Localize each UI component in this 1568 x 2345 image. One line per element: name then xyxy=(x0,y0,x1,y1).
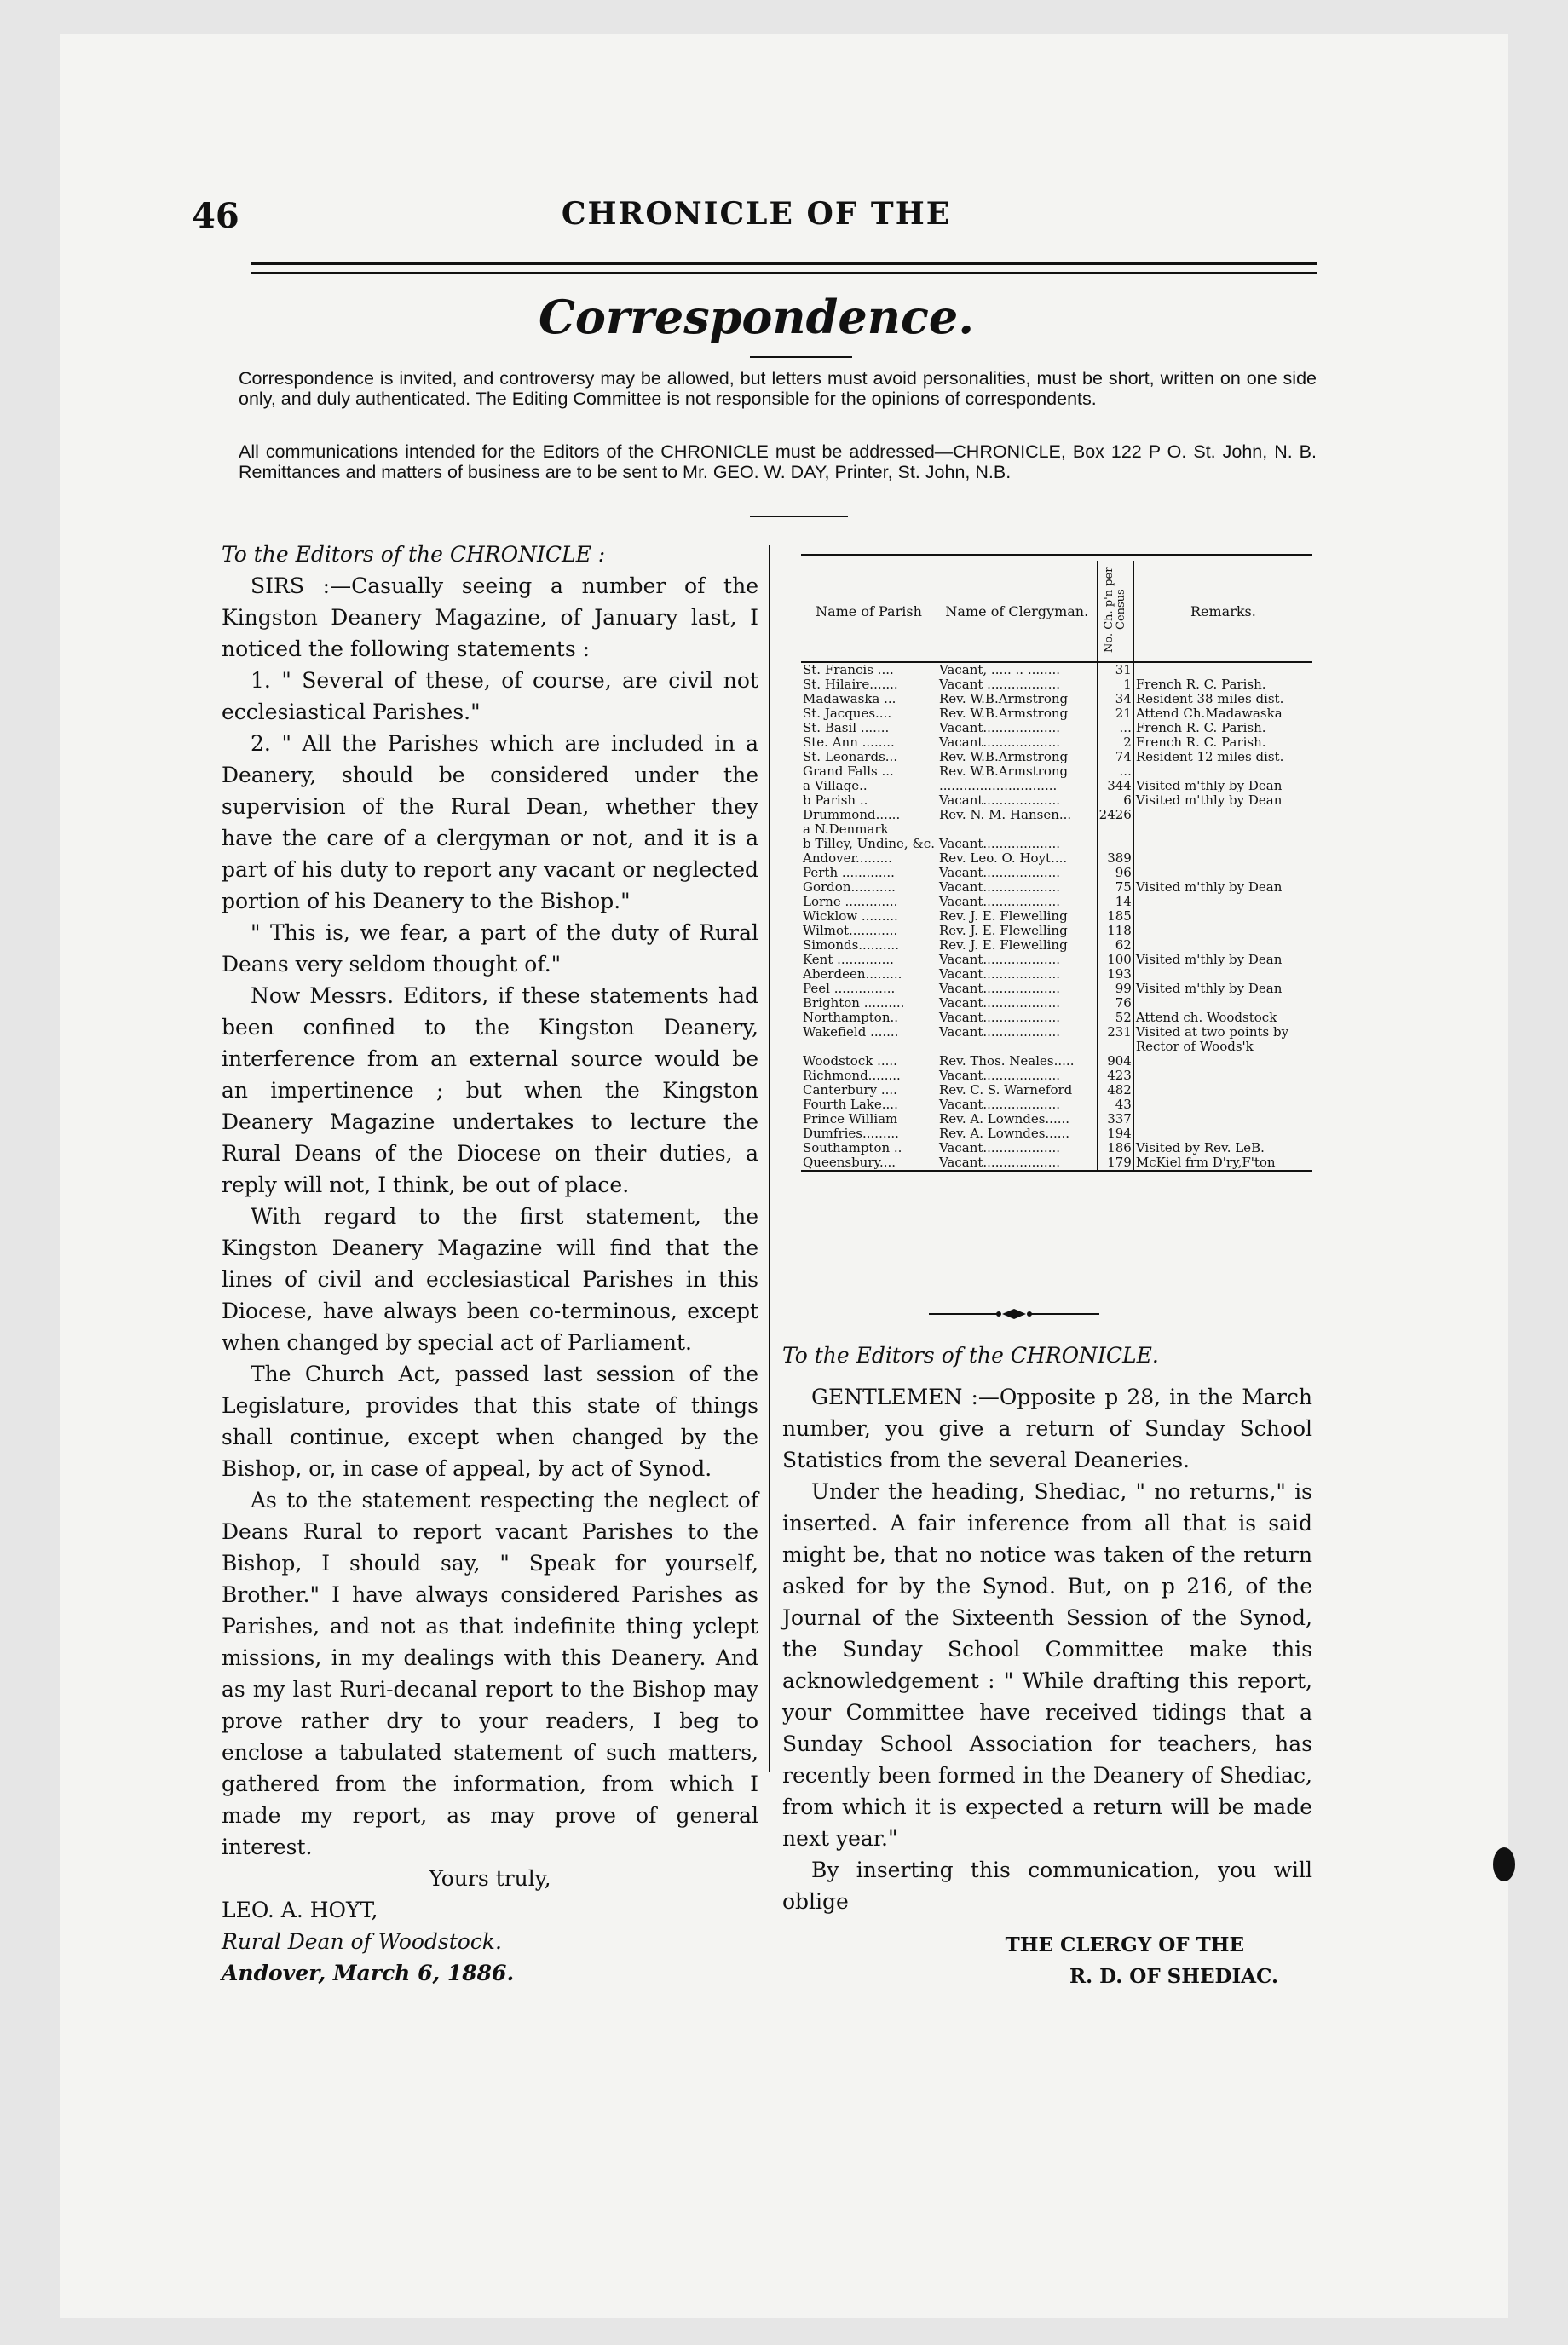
parish-table xyxy=(801,561,1312,1172)
remarks-cell xyxy=(1133,808,1312,822)
remarks-cell: Visited by Rev. LeB. xyxy=(1135,1140,1265,1155)
clergyman-cell: Vacant................... xyxy=(937,1141,1097,1155)
ink-blot xyxy=(1493,1847,1515,1881)
parish-cell: Drummond...... xyxy=(801,808,937,822)
parish-cell: Wicklow ......... xyxy=(801,909,937,924)
remarks-cell xyxy=(1133,822,1312,837)
census-cell: 100 xyxy=(1097,953,1133,967)
clergyman-cell: Vacant................... xyxy=(937,793,1097,808)
remarks-cell xyxy=(1133,1054,1312,1069)
remarks-cell: Attend ch. Woodstock xyxy=(1135,1010,1277,1025)
clergyman-cell: Rev. W.B.Armstrong xyxy=(937,706,1097,721)
table-row xyxy=(801,1098,1312,1112)
letter1-paragraph: Now Messrs. Editors, if these statements had been confined to the Kingston Deanery, interference from an external source would be an impertinence ; but when the Kingston Deanery Magazine undertakes to lecture the Rural Deans of the Diocese on their duties, a reply will not, I think, be out of place. xyxy=(222,983,758,1197)
notice-rule xyxy=(750,516,848,517)
parish-cell: Queensbury.... xyxy=(801,1155,937,1171)
notice-paragraph-2: All communications intended for the Editors of the CHRONICLE must be addressed—CHRONICLE, Box 122 P O. St. John, N. B. Remittances and matters of business are to be sent to Mr. GEO. W. DAY, Printer, St. John, N.B. xyxy=(239,441,1317,482)
table-top-rule xyxy=(801,554,1312,556)
parish-cell: Perth ............. xyxy=(801,866,937,880)
census-cell: 52 xyxy=(1097,1011,1133,1025)
table-row xyxy=(801,880,1312,895)
table-row xyxy=(801,721,1312,735)
clergyman-cell: Rev. Thos. Neales..... xyxy=(937,1054,1097,1069)
table-row xyxy=(801,808,1312,822)
letter2-paragraph: GENTLEMEN :—Opposite p 28, in the March number, you give a return of Sunday School Statistics from the several Deaneries. xyxy=(782,1385,1312,1472)
clergyman-cell: Vacant................... xyxy=(937,721,1097,735)
remarks-cell xyxy=(1133,895,1312,909)
remarks-cell xyxy=(1133,1126,1312,1141)
clergyman-cell: Vacant................... xyxy=(937,837,1097,851)
remarks-cell xyxy=(1133,924,1312,938)
census-cell: 43 xyxy=(1097,1098,1133,1112)
census-cell xyxy=(1097,822,1133,837)
clergyman-cell: Vacant................... xyxy=(937,953,1097,967)
parish-cell: Madawaska ... xyxy=(801,692,937,706)
clergyman-cell: Vacant, ..... .. ........ xyxy=(937,662,1097,677)
table-row xyxy=(801,793,1312,808)
remarks-cell xyxy=(1133,1112,1312,1126)
census-cell xyxy=(1097,837,1133,851)
remarks-cell: Visited m'thly by Dean xyxy=(1135,952,1283,967)
page-number: 46 xyxy=(192,196,239,236)
census-cell: 904 xyxy=(1097,1054,1133,1069)
census-cell: 1 xyxy=(1097,677,1133,692)
census-cell: 118 xyxy=(1097,924,1133,938)
census-cell: 31 xyxy=(1097,662,1133,677)
census-cell: 185 xyxy=(1097,909,1133,924)
table-row xyxy=(801,924,1312,938)
letter1-salutation: To the Editors of the CHRONICLE : xyxy=(222,542,606,567)
census-cell: 74 xyxy=(1097,750,1133,764)
census-cell: 186 xyxy=(1097,1141,1133,1155)
clergyman-cell: Vacant................... xyxy=(937,735,1097,750)
clergyman-cell: Rev. C. S. Warneford xyxy=(937,1083,1097,1098)
parish-cell: Prince William xyxy=(801,1112,937,1126)
letter1-signature-title: Rural Dean of Woodstock. xyxy=(222,1929,502,1954)
column-header-parish: Name of Parish xyxy=(801,561,937,662)
remarks-cell xyxy=(1133,866,1312,880)
remarks-cell xyxy=(1133,837,1312,851)
clergyman-cell: Vacant................... xyxy=(937,996,1097,1011)
clergyman-cell: Vacant................... xyxy=(937,1025,1097,1054)
census-cell: 99 xyxy=(1097,982,1133,996)
table-row xyxy=(801,909,1312,924)
running-title: CHRONICLE OF THE xyxy=(561,196,952,232)
table-row xyxy=(801,1112,1312,1126)
clergyman-cell: Vacant................... xyxy=(937,1069,1097,1083)
census-cell: 389 xyxy=(1097,851,1133,866)
letter-hoyt xyxy=(222,539,758,1989)
remarks-cell xyxy=(1133,764,1312,779)
census-cell: ... xyxy=(1097,721,1133,735)
parish-cell: Simonds.......... xyxy=(801,938,937,953)
clergyman-cell: Vacant................... xyxy=(937,982,1097,996)
table-row xyxy=(801,967,1312,982)
letter2-salutation: To the Editors of the CHRONICLE. xyxy=(782,1343,1159,1368)
table-row xyxy=(801,1141,1312,1155)
remarks-cell xyxy=(1133,851,1312,866)
table-row xyxy=(801,866,1312,880)
parish-cell: Kent .............. xyxy=(801,953,937,967)
remarks-cell: Visited m'thly by Dean xyxy=(1135,792,1283,808)
census-cell: 2 xyxy=(1097,735,1133,750)
parish-cell: Wilmot............ xyxy=(801,924,937,938)
remarks-cell xyxy=(1133,996,1312,1011)
clergyman-cell: Vacant................... xyxy=(937,1098,1097,1112)
census-cell: 62 xyxy=(1097,938,1133,953)
column-divider xyxy=(769,545,770,1772)
table-row xyxy=(801,692,1312,706)
remarks-cell: Visited m'thly by Dean xyxy=(1135,778,1283,793)
census-cell: 231 xyxy=(1097,1025,1133,1054)
remarks-cell: French R. C. Parish. xyxy=(1135,677,1266,692)
column-header-census-label: No. Ch. p'n per Census xyxy=(1102,567,1127,653)
remarks-cell xyxy=(1133,967,1312,982)
clergyman-cell: Vacant................... xyxy=(937,1011,1097,1025)
parish-cell: St. Leonards... xyxy=(801,750,937,764)
parish-cell: Ste. Ann ........ xyxy=(801,735,937,750)
clergyman-cell: Rev. J. E. Flewelling xyxy=(937,909,1097,924)
section-title: Correspondence. xyxy=(538,290,975,344)
table-body xyxy=(801,662,1312,1171)
parish-cell: Dumfries......... xyxy=(801,1126,937,1141)
letter1-signature: LEO. A. HOYT, xyxy=(222,1898,378,1922)
table-row xyxy=(801,662,1312,677)
census-cell: 194 xyxy=(1097,1126,1133,1141)
clergyman-cell: Vacant................... xyxy=(937,866,1097,880)
table-row xyxy=(801,996,1312,1011)
clergyman-cell: Vacant................... xyxy=(937,895,1097,909)
letter1-paragraph: SIRS :—Casually seeing a number of the Kingston Deanery Magazine, of January last, I noticed the following statements : xyxy=(222,573,758,661)
clergyman-cell: Rev. N. M. Hansen... xyxy=(937,808,1097,822)
clergyman-cell: ............................. xyxy=(937,779,1097,793)
clergyman-cell: Rev. Leo. O. Hoyt.... xyxy=(937,851,1097,866)
clergyman-cell: Rev. A. Lowndes...... xyxy=(937,1126,1097,1141)
header-double-rule xyxy=(251,262,1317,274)
letter1-paragraph: With regard to the first statement, the Kingston Deanery Magazine will find that the lines of civil and ecclesiastical Parishes in this Diocese, have always been co-terminous, except when changed by special act of Parliament. xyxy=(222,1204,758,1355)
remarks-cell xyxy=(1133,1069,1312,1083)
census-cell: 34 xyxy=(1097,692,1133,706)
table-row xyxy=(801,1155,1312,1171)
clergyman-cell: Vacant................... xyxy=(937,967,1097,982)
parish-cell: b Tilley, Undine, &c. xyxy=(801,837,937,851)
clergyman-cell: Rev. W.B.Armstrong xyxy=(937,764,1097,779)
table-row xyxy=(801,938,1312,953)
census-cell: ... xyxy=(1097,764,1133,779)
parish-cell: Wakefield ....... xyxy=(801,1025,937,1054)
census-cell: 21 xyxy=(1097,706,1133,721)
parish-cell: St. Francis .... xyxy=(801,662,937,677)
table-row xyxy=(801,1025,1312,1054)
clergyman-cell: Rev. A. Lowndes...... xyxy=(937,1112,1097,1126)
table-row xyxy=(801,1054,1312,1069)
census-cell: 423 xyxy=(1097,1069,1133,1083)
table-row xyxy=(801,779,1312,793)
parish-cell: Brighton .......... xyxy=(801,996,937,1011)
remarks-cell xyxy=(1133,662,1312,677)
parish-cell: St. Basil ....... xyxy=(801,721,937,735)
table-row xyxy=(801,822,1312,837)
parish-cell: Canterbury .... xyxy=(801,1083,937,1098)
table-header-row xyxy=(801,561,1312,662)
letter1-closing: Yours truly, xyxy=(429,1866,551,1891)
remarks-cell xyxy=(1133,1083,1312,1098)
remarks-cell: McKiel frm D'ry,F'ton xyxy=(1133,1155,1312,1171)
clergyman-cell xyxy=(937,822,1097,837)
table-row xyxy=(801,837,1312,851)
column-header-remarks: Remarks. xyxy=(1133,561,1312,662)
remarks-cell xyxy=(1133,909,1312,924)
section-ornament xyxy=(929,1305,1099,1322)
table-row xyxy=(801,982,1312,996)
remarks-cell: Visited m'thly by Dean xyxy=(1135,879,1283,895)
letter2-signature-line2: R. D. OF SHEDIAC. xyxy=(1069,1965,1278,1988)
remarks-cell: Resident 38 miles dist. xyxy=(1135,691,1284,706)
table-row xyxy=(801,895,1312,909)
census-cell: 344 xyxy=(1097,779,1133,793)
letter1-dateline: Andover, March 6, 1886. xyxy=(222,1961,515,1985)
table-row xyxy=(801,764,1312,779)
census-cell: 337 xyxy=(1097,1112,1133,1126)
page-header xyxy=(192,196,1321,247)
parish-cell: Richmond........ xyxy=(801,1069,937,1083)
table-row xyxy=(801,1083,1312,1098)
parish-cell: Woodstock ..... xyxy=(801,1054,937,1069)
parish-cell: Grand Falls ... xyxy=(801,764,937,779)
table-row xyxy=(801,1069,1312,1083)
parish-cell: b Parish .. xyxy=(801,793,937,808)
parish-cell: Andover......... xyxy=(801,851,937,866)
remarks-cell: Visited m'thly by Dean xyxy=(1135,981,1283,996)
remarks-cell: Attend Ch.Madawaska xyxy=(1135,706,1283,721)
letter1-paragraph: As to the statement respecting the neglect of Deans Rural to report vacant Parishes to the Bishop, I should say, " Speak for yourself, Brother." I have always considered Parishes as Parishes, and not as that indefinite thing yclept missions, in my dealings with this Deanery. And as my last Ruri-decanal report to the Bishop may prove rather dry to your readers, I beg to enclose a tabulated statement of such matters, gathered from the information, from which I made my report, as may prove of general interest. xyxy=(222,1488,758,1859)
census-cell: 193 xyxy=(1097,967,1133,982)
parish-cell: Lorne ............. xyxy=(801,895,937,909)
clergyman-cell: Rev. W.B.Armstrong xyxy=(937,692,1097,706)
clergyman-cell: Rev. W.B.Armstrong xyxy=(937,750,1097,764)
remarks-cell xyxy=(1133,938,1312,953)
clergyman-cell: Vacant .................. xyxy=(937,677,1097,692)
table-row xyxy=(801,1011,1312,1025)
remarks-cell xyxy=(1133,1098,1312,1112)
notice-paragraph-1: Correspondence is invited, and controversy may be allowed, but letters must avoid personalities, must be short, written on one side only, and duly authenticated. The Editing Committee is not responsible for the opinions of correspondents. xyxy=(239,368,1317,409)
census-cell: 2426 xyxy=(1097,808,1133,822)
parish-cell: St. Jacques.... xyxy=(801,706,937,721)
parish-cell: Aberdeen......... xyxy=(801,967,937,982)
census-cell: 76 xyxy=(1097,996,1133,1011)
table-row xyxy=(801,677,1312,692)
parish-cell: Peel ............... xyxy=(801,982,937,996)
census-cell: 14 xyxy=(1097,895,1133,909)
letter-shediac xyxy=(782,1340,1312,1992)
column-header-clergyman: Name of Clergyman. xyxy=(937,561,1097,662)
table-row xyxy=(801,706,1312,721)
parish-cell: Fourth Lake.... xyxy=(801,1098,937,1112)
letter1-paragraph: The Church Act, passed last session of the Legislature, provides that this state of things shall continue, except when changed by the Bishop, or, in case of appeal, by act of Synod. xyxy=(222,1362,758,1481)
table-row xyxy=(801,750,1312,764)
remarks-cell: Visited at two points by Rector of Woods'k xyxy=(1135,1024,1289,1054)
table-row xyxy=(801,953,1312,967)
census-cell: 179 xyxy=(1097,1155,1133,1171)
letter1-paragraph: 1. " Several of these, of course, are civil not ecclesiastical Parishes." xyxy=(222,668,758,724)
clergyman-cell: Rev. J. E. Flewelling xyxy=(937,938,1097,953)
table-row xyxy=(801,1126,1312,1141)
parish-cell: Northampton.. xyxy=(801,1011,937,1025)
table-row xyxy=(801,735,1312,750)
letter2-paragraph: Under the heading, Shediac, " no returns," is inserted. A fair inference from all that is said might be, that no notice was taken of the return asked for by the Synod. But, on p 216, of the Journal of the Sixteenth Session of the Synod, the Sunday School Committee make this acknowledgement : " While drafting this report, your Committee have received tidings that a Sunday School Association for teachers, has recently been formed in the Deanery of Shediac, from which it is expected a return will be made next year." xyxy=(782,1479,1312,1851)
parish-cell: Gordon........... xyxy=(801,880,937,895)
remarks-cell: French R. C. Parish. xyxy=(1135,720,1266,735)
letter1-paragraph: 2. " All the Parishes which are included in a Deanery, should be considered under the supervision of the Rural Dean, whether they have the care of a clergyman or not, and it is a part of his duty to report any vacant or neglected portion of his Deanery to the Bishop." xyxy=(222,731,758,913)
parish-cell: St. Hilaire....... xyxy=(801,677,937,692)
census-cell: 482 xyxy=(1097,1083,1133,1098)
census-cell: 6 xyxy=(1097,793,1133,808)
remarks-cell: French R. C. Parish. xyxy=(1135,735,1266,750)
clergyman-cell: Rev. J. E. Flewelling xyxy=(937,924,1097,938)
letter1-paragraph: " This is, we fear, a part of the duty of Rural Deans very seldom thought of." xyxy=(222,920,758,977)
census-cell: 96 xyxy=(1097,866,1133,880)
parish-cell: a N.Denmark xyxy=(801,822,937,837)
letter2-signature-line1: THE CLERGY OF THE xyxy=(1005,1933,1244,1956)
parish-cell: a Village.. xyxy=(801,779,937,793)
title-rule xyxy=(750,356,852,358)
parish-cell: Southampton .. xyxy=(801,1141,937,1155)
column-header-census xyxy=(1097,561,1133,662)
clergyman-cell: Vacant................... xyxy=(937,1155,1097,1171)
letter2-paragraph: By inserting this communication, you will oblige xyxy=(782,1858,1312,1914)
remarks-cell: Resident 12 miles dist. xyxy=(1135,749,1284,764)
table-row xyxy=(801,851,1312,866)
census-cell: 75 xyxy=(1097,880,1133,895)
clergyman-cell: Vacant................... xyxy=(937,880,1097,895)
